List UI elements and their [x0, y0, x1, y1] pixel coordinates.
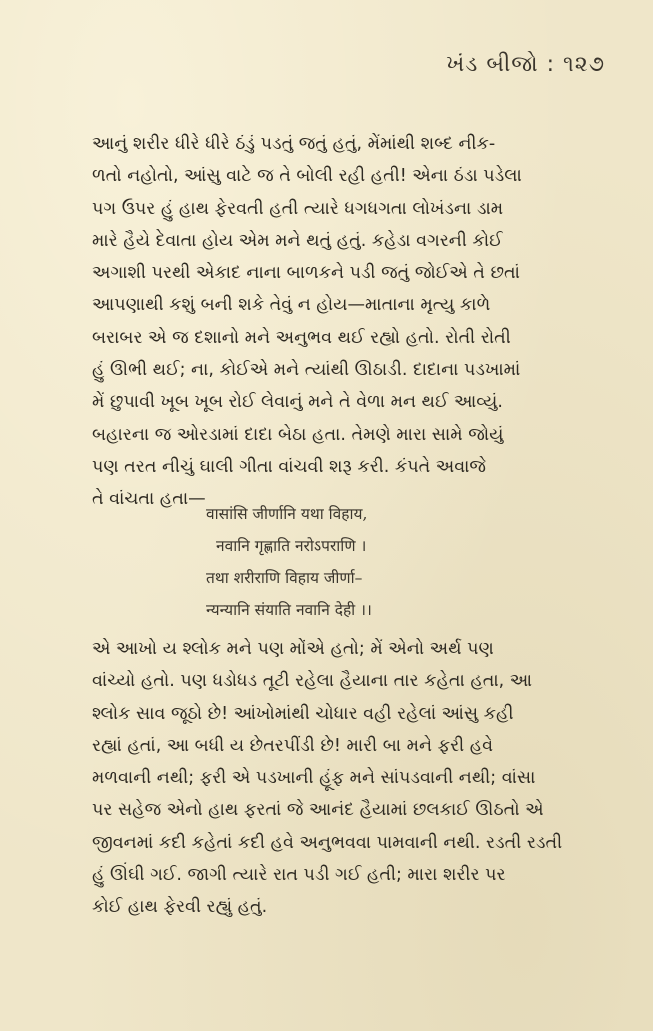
text-line: હું ઊંઘી ગઈ. જાગી ત્યારે રાત પડી ગઈ હતી; મારા શરીર પર [92, 865, 506, 886]
text-line: રહ્યાં હતાં, આ બધી ય છેતરપીંડી છે! મારી બા મને ફરી હવે [92, 735, 494, 756]
verse-line: तथा शरीराणि विहाय जीर्णा– [206, 569, 363, 587]
text-line: જીવનમાં કદી કહેતાં કદી હવે અનુભવવા પામવાની નથી. રડતી રડતી [92, 832, 563, 853]
text-line: ળતો નહોતો, આંસુ વાટે જ તે બોલી રહી હતી! એના ઠંડા પડેલા [92, 166, 522, 187]
text-line: શ્લોક સાવ જૂઠો છે! આંખોમાંથી ચોધાર વહી રહેલાં આંસુ કહી [92, 703, 514, 724]
text-line: એ આખો ય શ્લોક મને પણ મોંએ હતો; મેં એનો અર્થ પણ [92, 639, 494, 659]
paragraph-1 [92, 128, 604, 516]
text-line: મેં છુપાવી ખૂબ ખૂબ રોઈ લેવાનું મને તે વેળા મન થઈ આવ્યું. [92, 392, 503, 413]
text-line: અગાશી પરથી એકાદ નાના બાળકને પડી જતું જોઈએ તે છતાં [92, 263, 520, 284]
text-line: મારે હૈયે દેવાતા હોય એમ મને થતું હતું. કહેડા વગરની કોઈ [92, 230, 503, 251]
text-line: પર સહેજ એનો હાથ ફરતાં જે આનંદ હૈયામાં છલકાઈ ઊઠતો એ [92, 800, 544, 821]
text-line: હું ઊભી થઈ; ના, કોઈએ મને ત્યાંથી ઊઠાડી. દાદાના પડખામાં [92, 360, 521, 381]
text-line: બરાબર એ જ દશાનો મને અનુભવ થઈ રહ્યો હતો. રોતી રોતી [92, 327, 511, 348]
running-header: ખંડ બીજો : ૧૨૭ [446, 52, 605, 77]
paragraph-2 [92, 633, 604, 924]
text-line: પણ તરત નીચું ઘાલી ગીતા વાંચવી શરૂ કરી. કંપતે અવાજે [92, 456, 486, 477]
verse-line: न्यन्यानि संयाति नवानि देही ।। [206, 601, 372, 619]
text-line: આપણાથી કશું બની શકે તેવું ન હોય—માતાના મૃત્યુ કાળે [92, 295, 491, 316]
verse-line: वासांसि जीर्णानि यथा विहाय, [206, 505, 368, 523]
text-line: મળવાની નથી; ફરી એ પડખાની હૂંફ મને સાંપડવાની નથી; વાંસા [92, 768, 536, 789]
verse-line: नवानि गृह्णाति नरोऽपराणि । [216, 537, 367, 555]
text-line: બહારના જ ઓરડામાં દાદા બેઠા હતા. તેમણે મારા સામે જોયું [92, 424, 504, 445]
text-line: આનું શરીર ધીરે ધીરે ઠંડું પડતું જતું હતું, મેંમાંથી શબ્દ નીક- [92, 134, 496, 154]
text-line: પગ ઉપર હું હાથ ફેરવતી હતી ત્યારે ધગધગતા લોખંડના ડામ [92, 198, 504, 219]
text-line: કોઈ હાથ ફેરવી રહ્યું હતું. [92, 897, 268, 918]
sanskrit-verse [206, 498, 372, 626]
text-line: વાંચ્યો હતો. પણ ધડોધડ તૂટી રહેલા હૈયાના તાર કહેતા હતા, આ [92, 671, 533, 692]
text-line: તે વાંચતા હતા— [92, 489, 206, 510]
